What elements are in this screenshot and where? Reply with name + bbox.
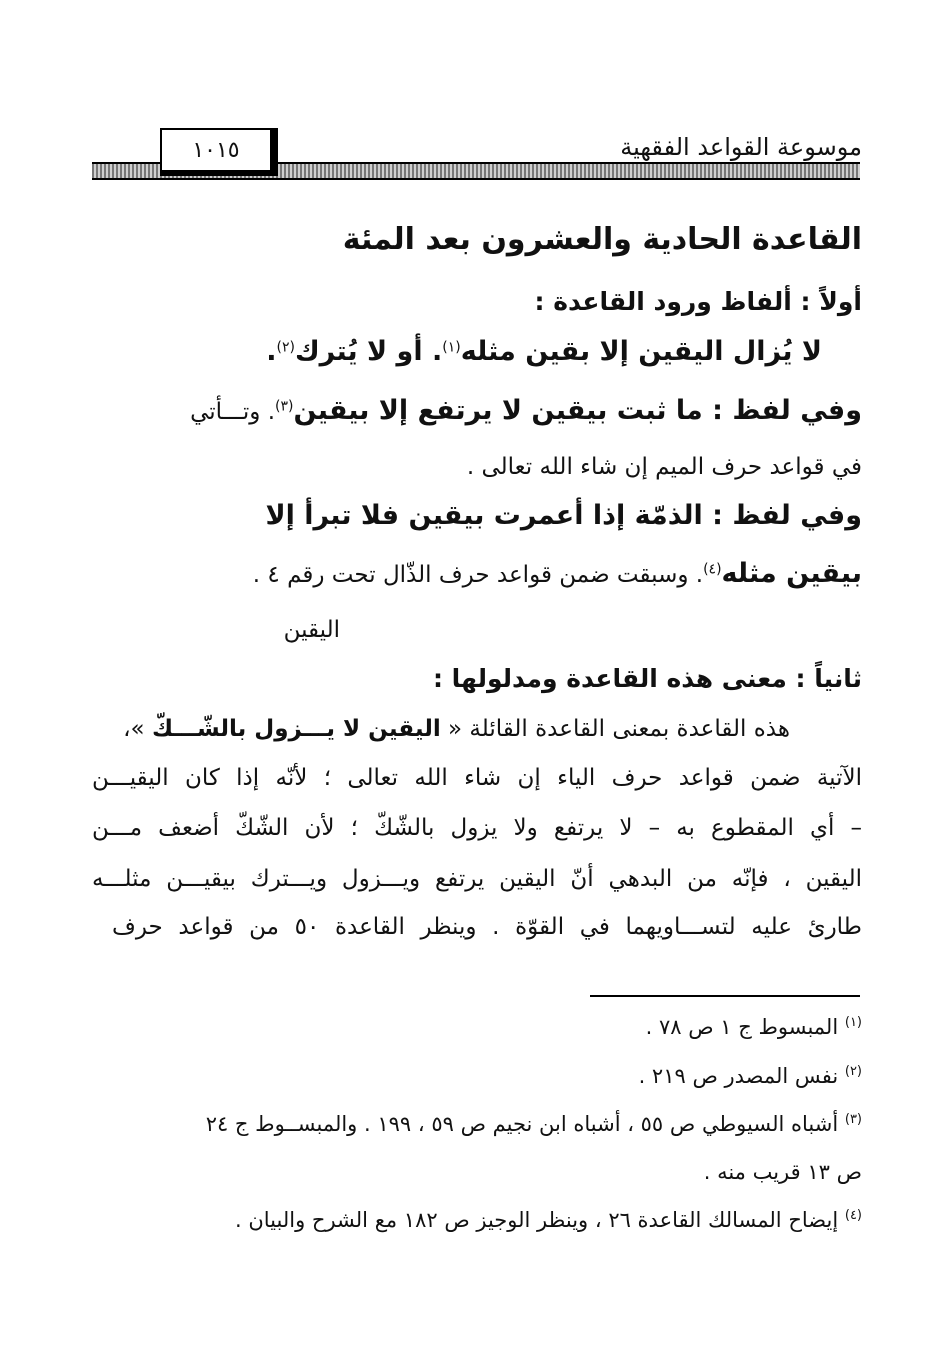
form3-tail: . وسبقت ضمن قواعد حرف الذّال تحت رقم ٤ . <box>252 562 704 588</box>
page-number: ١٠١٥ <box>192 137 240 163</box>
footnote-mark-1: (١) <box>844 1015 862 1030</box>
form3-line <box>266 500 863 531</box>
footnote-2 <box>639 1064 862 1088</box>
footnote-mark-3: (٣) <box>844 1112 862 1127</box>
page-number-box <box>160 128 278 176</box>
meaning-line-2: الآتية ضمن قواعد حرف الياء إن شاء الله تعالى ؛ لأنّه إذا كان اليقيـــن <box>92 765 862 791</box>
footnote-ref-2: (٢) <box>276 339 295 356</box>
meaning-line-4: اليقين ، فإنّه من البدهي أنّ اليقين يرتفع ويـــزول ويـــترك بيقيـــن مثلـــه <box>92 866 862 892</box>
form1-line <box>266 336 822 367</box>
form1-text-b: . أو لا يُترك <box>294 336 443 367</box>
footnote-3 <box>206 1112 862 1136</box>
footnote-mark-2: (٢) <box>844 1064 862 1079</box>
footnote-text-2: نفس المصدر ص ٢١٩ . <box>638 1064 839 1088</box>
running-header-title: موسوعة القواعد الفقهية <box>620 133 862 161</box>
form3-line2 <box>253 558 862 589</box>
footnote-1 <box>646 1015 862 1039</box>
meaning-line-1 <box>123 716 790 742</box>
form3-text: الذمّة إذا أعمرت بيقين فلا تبرأ إلا <box>265 500 703 531</box>
footnote-ref-1: (١) <box>442 339 461 356</box>
form1-text-a: لا يُزال اليقين إلا بقين مثله <box>460 336 822 367</box>
section2-heading: ثانياً : معنى هذه القاعدة ومدلولها : <box>432 664 862 693</box>
meaning-line-3: – أي المقطوع به – لا يرتفع ولا يزول بالشّكّ ؛ لأن الشّكّ أضعف مـــن <box>92 815 862 841</box>
footnote-text-1: المبسوط ج ١ ص ٧٨ . <box>645 1015 839 1039</box>
footnote-text-3: أشباه السيوطي ص ٥٥ ، أشباه ابن نجيم ص ٥٩ ، ١٩٩ . والمبســوط ج ٢٤ <box>205 1112 839 1136</box>
form3-label: وفي لفظ : <box>702 500 862 531</box>
form2-line <box>190 395 862 426</box>
section1-heading: أولاً : ألفاظ ورود القاعدة : <box>534 287 862 316</box>
stray-word: اليقين <box>283 617 340 643</box>
footnote-ref-4: (٤) <box>703 561 722 578</box>
meaning-p1-bold: اليقين لا يـــزول بالشّـــكّ <box>151 716 441 742</box>
form1-end: . <box>266 336 277 367</box>
form2-text: ما ثبت بيقين لا يرتفع إلا بيقين <box>293 395 703 426</box>
footnote-ref-3: (٣) <box>275 398 294 415</box>
form2-label: وفي لفظ : <box>702 395 862 426</box>
meaning-p1-a: هذه القاعدة بمعنى القاعدة القائلة « <box>440 716 790 742</box>
footnote-separator <box>590 995 860 997</box>
form2-line2: في قواعد حرف الميم إن شاء الله تعالى . <box>466 454 862 480</box>
form2-tail: . وتـــأتي <box>190 399 276 425</box>
form3-text2: بيقين مثله <box>721 558 862 589</box>
meaning-line-5: طارئ عليه لتســـاويهما في القوّة . وينظر القاعدة ٥٠ من قواعد حرف <box>112 914 862 940</box>
footnote-text-4: إيضاح المسالك القاعدة ٢٦ ، وينظر الوجيز ص ١٨٢ مع الشرح والبيان . <box>235 1208 839 1232</box>
footnote-4 <box>235 1208 862 1232</box>
rule-title: القاعدة الحادية والعشرون بعد المئة <box>342 222 862 257</box>
footnote-3-cont: ص ١٣ قريب منه . <box>703 1160 862 1184</box>
footnote-mark-4: (٤) <box>844 1208 862 1223</box>
meaning-p1-b: »، <box>123 716 152 742</box>
